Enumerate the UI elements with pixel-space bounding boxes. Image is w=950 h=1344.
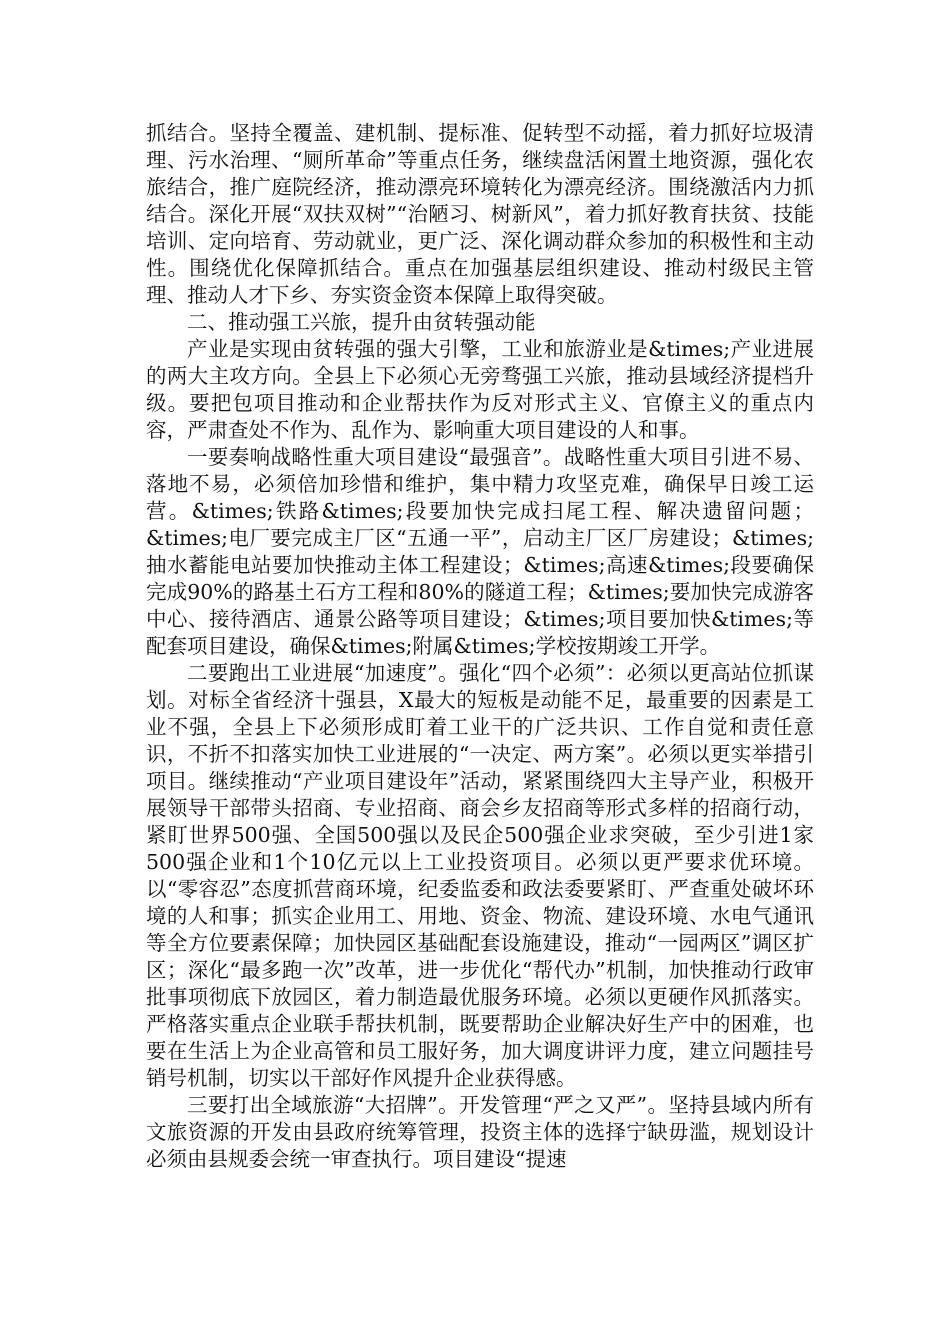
- section-heading: 二、推动强工兴旅，提升由贫转强动能: [187, 310, 536, 334]
- paragraph-1: 抓结合。坚持全覆盖、建机制、提标准、促转型不动摇，着力抓好垃圾清理、污水治理、“厕所革命”等重点任务，继续盘活闲置土地资源，强化农旅结合，推广庭院经济，推动漂亮环境转化为漂亮经济。围绕激活内力抓结合。深化开展“双扶双树”“治陋习、树新风”，着力抓好教育扶贫、技能培训、定向培育、劳动就业，更广泛、深化调动群众参加的积极性和主动性。围绕优化保障抓结合。重点在加强基层组织建设、推动村级民主管理、推动人才下乡、夯实资金资本保障上取得突破。: [146, 121, 814, 307]
- body-text: [146, 120, 814, 1173]
- paragraph-6: 三要打出全域旅游“大招牌”。开发管理“严之又严”。坚持县域内所有文旅资源的开发由县政府统筹管理，投资主体的选择宁缺毋滥，规划设计必须由县规委会统一审查执行。项目建设“提速: [146, 1093, 814, 1171]
- paragraph-4: 一要奏响战略性重大项目建设“最强音”。战略性重大项目引进不易、落地不易，必须倍加珍惜和维护，集中精力攻坚克难，确保早日竣工运营。&times;铁路&times;段要加快完成扫尾工程、解决遗留问题；&times;电厂要完成主厂区“五通一平”，启动主厂区厂房建设；&times;抽水蓄能电站要加快推动主体工程建设；&times;高速&times;段要确保完成90%的路基土石方工程和80%的隧道工程；&times;要加快完成游客中心、接待酒店、通景公路等项目建设；&times;项目要加快&times;等配套项目建设，确保&times;附属&times;学校按期竣工开学。: [146, 445, 814, 658]
- paragraph-3: 产业是实现由贫转强的强大引擎，工业和旅游业是&times;产业进展的两大主攻方向。全县上下必须心无旁骛强工兴旅，推动县域经济提档升级。要把包项目推动和企业帮扶作为反对形式主义、官僚主义的重点内容，严肃查处不作为、乱作为、影响重大项目建设的人和事。: [146, 337, 814, 442]
- paragraph-5: 二要跑出工业进展“加速度”。强化“四个必须”：必须以更高站位抓谋划。对标全省经济十强县，X最大的短板是动能不足，最重要的因素是工业不强，全县上下必须形成盯着工业干的广泛共识、工作自觉和责任意识，不折不扣落实加快工业进展的“一决定、两方案”。必须以更实举措引项目。继续推动“产业项目建设年”活动，紧紧围绕四大主导产业，积极开展领导干部带头招商、专业招商、商会乡友招商等形式多样的招商行动，紧盯世界500强、全国500强以及民企500强企业求突破，至少引进1家500强企业和1个10亿元以上工业投资项目。必须以更严要求优环境。以“零容忍”态度抓营商环境，纪委监委和政法委要紧盯、严查重处破坏环境的人和事；抓实企业用工、用地、资金、物流、建设环境、水电气通讯等全方位要素保障；加快园区基础配套设施建设，推动“一园两区”调区扩区；深化“最多跑一次”改革，进一步优化“帮代办”机制，加快推动行政审批事项彻底下放园区，着力制造最优服务环境。必须以更硬作风抓落实。严格落实重点企业联手帮扶机制，既要帮助企业解决好生产中的困难，也要在生活上为企业高管和员工服好务，加大调度讲评力度，建立问题挂号销号机制，切实以干部好作风提升企业获得感。: [146, 661, 814, 1090]
